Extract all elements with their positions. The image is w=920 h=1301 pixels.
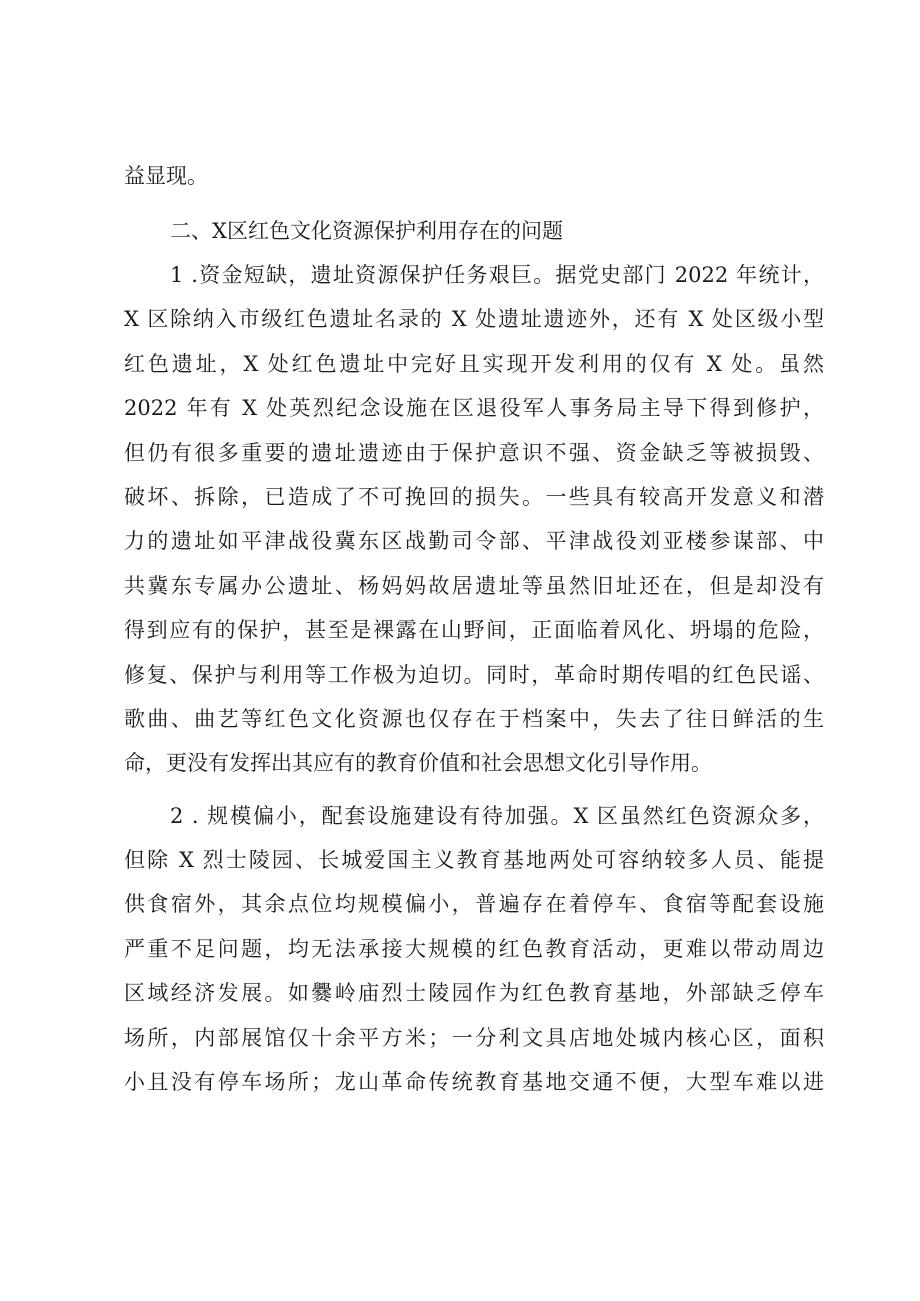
text-line-paragraph-end: 益显现。: [124, 164, 208, 188]
paragraph-2-line: 供食宿外，其余点位均规模偏小，普遍存在着停车、食宿等配套设施: [124, 892, 824, 916]
paragraph-1-line: 但仍有很多重要的遗址遗迹由于保护意识不强、资金缺乏等被损毁、: [124, 441, 824, 465]
paragraph-1-line: 1 .资金短缺，遗址资源保护任务艰巨。据党史部门 2022 年统计，: [170, 263, 824, 287]
paragraph-2-line: 小且没有停车场所；龙山革命传统教育基地交通不便，大型车难以进: [124, 1070, 824, 1094]
paragraph-2-line: 场所，内部展馆仅十余平方米；一分利文具店地处城内核心区，面积: [124, 1026, 824, 1050]
paragraph-2-line: 区域经济发展。如爨岭庙烈士陵园作为红色教育基地，外部缺乏停车: [124, 981, 824, 1005]
paragraph-1-line: 2022 年有 X 处英烈纪念设施在区退役军人事务局主导下得到修护，: [124, 396, 824, 420]
paragraph-2-line: 严重不足问题，均无法承接大规模的红色教育活动，更难以带动周边: [124, 937, 824, 961]
paragraph-1-line: 共冀东专属办公遗址、杨妈妈故居遗址等虽然旧址还在，但是却没有: [124, 574, 824, 598]
paragraph-1-line: 破坏、拆除，已造成了不可挽回的损失。一些具有较高开发意义和潜: [124, 485, 824, 509]
paragraph-2-line: 2 . 规模偏小，配套设施建设有待加强。X 区虽然红色资源众多，: [170, 804, 824, 828]
paragraph-1-line: 得到应有的保护，甚至是裸露在山野间，正面临着风化、坍塌的危险，: [124, 618, 824, 642]
paragraph-1-line: 红色遗址，X 处红色遗址中完好且实现开发利用的仅有 X 处。虽然: [124, 352, 824, 376]
section-heading: 二、X区红色文化资源保护利用存在的问题: [170, 219, 563, 243]
paragraph-1-line: X 区除纳入市级红色遗址名录的 X 处遗址遗迹外，还有 X 处区级小型: [124, 307, 824, 331]
paragraph-1-line: 力的遗址如平津战役冀东区战勤司令部、平津战役刘亚楼参谋部、中: [124, 529, 824, 553]
paragraph-1-line: 命，更没有发挥出其应有的教育价值和社会思想文化引导作用。: [124, 751, 712, 775]
paragraph-1-line: 歌曲、曲艺等红色文化资源也仅存在于档案中，失去了往日鲜活的生: [124, 707, 824, 731]
paragraph-2-line: 但除 X 烈士陵园、长城爱国主义教育基地两处可容纳较多人员、能提: [124, 848, 824, 872]
paragraph-1-line: 修复、保护与利用等工作极为迫切。同时，革命时期传唱的红色民谣、: [124, 663, 824, 687]
